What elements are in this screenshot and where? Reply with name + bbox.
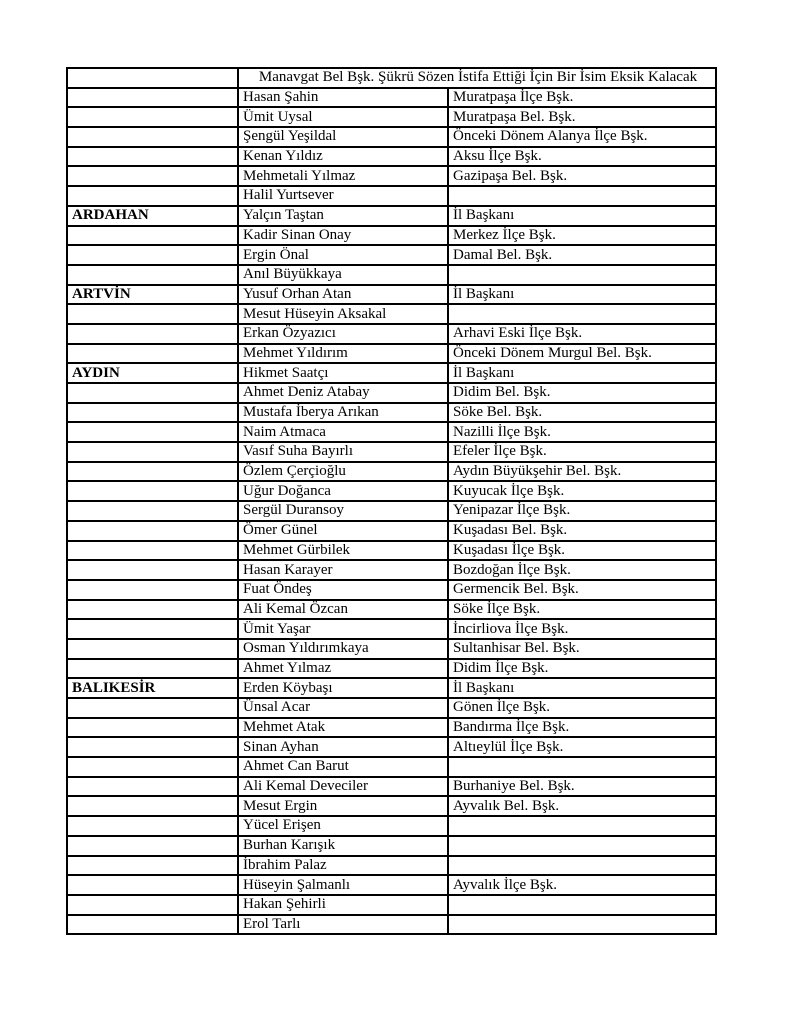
province-cell: [67, 600, 238, 620]
title-cell: Bozdoğan İlçe Bşk.: [448, 560, 716, 580]
table-row: [67, 915, 716, 935]
province-cell: [67, 344, 238, 364]
table-row: [67, 107, 716, 127]
name-cell: Ömer Günel: [238, 521, 448, 541]
province-cell: [67, 462, 238, 482]
name-cell: Ümit Yaşar: [238, 619, 448, 639]
title-cell: [448, 915, 716, 935]
name-cell: Yücel Erişen: [238, 816, 448, 836]
table-row: [67, 422, 716, 442]
title-cell: [448, 757, 716, 777]
title-cell: Kuşadası İlçe Bşk.: [448, 541, 716, 561]
table-row: [67, 147, 716, 167]
name-cell: Kadir Sinan Onay: [238, 226, 448, 246]
title-cell: Söke İlçe Bşk.: [448, 600, 716, 620]
title-cell: Söke Bel. Bşk.: [448, 403, 716, 423]
title-cell: Kuyucak İlçe Bşk.: [448, 481, 716, 501]
province-cell: [67, 166, 238, 186]
name-cell: Erden Köybaşı: [238, 678, 448, 698]
name-cell: İbrahim Palaz: [238, 856, 448, 876]
province-cell: [67, 68, 238, 88]
table-row: [67, 580, 716, 600]
table-row: [67, 875, 716, 895]
title-cell: Aydın Büyükşehir Bel. Bşk.: [448, 462, 716, 482]
province-cell: [67, 501, 238, 521]
title-cell: Önceki Dönem Murgul Bel. Bşk.: [448, 344, 716, 364]
province-cell: [67, 324, 238, 344]
name-cell: Mehmet Yıldırım: [238, 344, 448, 364]
table-row: [67, 403, 716, 423]
table-body: [67, 88, 716, 935]
table-row: [67, 816, 716, 836]
title-cell: [448, 816, 716, 836]
table-row: [67, 186, 716, 206]
title-cell: Ayvalık İlçe Bşk.: [448, 875, 716, 895]
name-cell: Ergin Önal: [238, 245, 448, 265]
table-row: [67, 895, 716, 915]
title-cell: Arhavi Eski İlçe Bşk.: [448, 324, 716, 344]
name-cell: Mustafa İberya Arıkan: [238, 403, 448, 423]
province-cell: [67, 403, 238, 423]
province-cell: [67, 186, 238, 206]
table-row: [67, 344, 716, 364]
title-cell: Önceki Dönem Alanya İlçe Bşk.: [448, 127, 716, 147]
roster-table: [66, 67, 717, 935]
title-cell: Altıeylül İlçe Bşk.: [448, 737, 716, 757]
province-cell: [67, 107, 238, 127]
province-cell: [67, 481, 238, 501]
province-cell: [67, 856, 238, 876]
name-cell: Ahmet Can Barut: [238, 757, 448, 777]
name-cell: Ahmet Deniz Atabay: [238, 383, 448, 403]
table-row: [67, 718, 716, 738]
table-row: [67, 737, 716, 757]
title-cell: [448, 304, 716, 324]
title-cell: Muratpaşa Bel. Bşk.: [448, 107, 716, 127]
table-row: [67, 481, 716, 501]
name-cell: Yalçın Taştan: [238, 206, 448, 226]
table-row: [67, 265, 716, 285]
name-cell: Erkan Özyazıcı: [238, 324, 448, 344]
title-cell: Aksu İlçe Bşk.: [448, 147, 716, 167]
table-row: [67, 304, 716, 324]
title-cell: [448, 186, 716, 206]
table-row: [67, 659, 716, 679]
title-cell: Efeler İlçe Bşk.: [448, 442, 716, 462]
province-cell: [67, 875, 238, 895]
title-cell: Gazipaşa Bel. Bşk.: [448, 166, 716, 186]
name-cell: Özlem Çerçioğlu: [238, 462, 448, 482]
table-row: [67, 796, 716, 816]
table-row: [67, 678, 716, 698]
table-row: [67, 600, 716, 620]
name-cell: Anıl Büyükkaya: [238, 265, 448, 285]
province-cell: [67, 915, 238, 935]
province-cell: [67, 757, 238, 777]
table-row: [67, 560, 716, 580]
table-row: [67, 285, 716, 305]
province-cell: [67, 88, 238, 108]
table-row: [67, 777, 716, 797]
name-cell: Hasan Şahin: [238, 88, 448, 108]
province-cell: [67, 541, 238, 561]
title-cell: Didim Bel. Bşk.: [448, 383, 716, 403]
table-row: [67, 206, 716, 226]
table-row: [67, 521, 716, 541]
title-cell: Muratpaşa İlçe Bşk.: [448, 88, 716, 108]
province-cell: [67, 639, 238, 659]
name-cell: Kenan Yıldız: [238, 147, 448, 167]
title-cell: [448, 856, 716, 876]
province-cell: [67, 127, 238, 147]
title-cell: İncirliova İlçe Bşk.: [448, 619, 716, 639]
province-cell: [67, 147, 238, 167]
title-cell: Sultanhisar Bel. Bşk.: [448, 639, 716, 659]
province-cell: [67, 265, 238, 285]
name-cell: Ali Kemal Deveciler: [238, 777, 448, 797]
name-cell: Hüseyin Şalmanlı: [238, 875, 448, 895]
province-cell: AYDIN: [67, 363, 238, 383]
name-cell: Ünsal Acar: [238, 698, 448, 718]
province-cell: [67, 777, 238, 797]
table-row: [67, 639, 716, 659]
name-cell: Sergül Duransoy: [238, 501, 448, 521]
title-cell: [448, 265, 716, 285]
name-cell: Hakan Şehirli: [238, 895, 448, 915]
title-cell: İl Başkanı: [448, 678, 716, 698]
province-cell: [67, 560, 238, 580]
name-cell: Fuat Öndeş: [238, 580, 448, 600]
name-cell: Hikmet Saatçı: [238, 363, 448, 383]
title-cell: İl Başkanı: [448, 363, 716, 383]
table-row: [67, 462, 716, 482]
title-cell: Germencik Bel. Bşk.: [448, 580, 716, 600]
province-cell: [67, 422, 238, 442]
province-cell: [67, 698, 238, 718]
table-note: Manavgat Bel Bşk. Şükrü Sözen İstifa Ettiği İçin Bir İsim Eksik Kalacak: [238, 68, 716, 88]
name-cell: Burhan Karışık: [238, 836, 448, 856]
name-cell: Vasıf Suha Bayırlı: [238, 442, 448, 462]
table-row: [67, 836, 716, 856]
table-row: [67, 245, 716, 265]
name-cell: Osman Yıldırımkaya: [238, 639, 448, 659]
name-cell: Sinan Ayhan: [238, 737, 448, 757]
table-row: [67, 757, 716, 777]
title-cell: Ayvalık Bel. Bşk.: [448, 796, 716, 816]
table-row: [67, 541, 716, 561]
title-cell: Merkez İlçe Bşk.: [448, 226, 716, 246]
province-cell: [67, 521, 238, 541]
table-row: [67, 442, 716, 462]
name-cell: Hasan Karayer: [238, 560, 448, 580]
table-row: [67, 127, 716, 147]
table-row: [67, 88, 716, 108]
title-cell: Gönen İlçe Bşk.: [448, 698, 716, 718]
province-cell: [67, 442, 238, 462]
name-cell: Mesut Hüseyin Aksakal: [238, 304, 448, 324]
title-cell: Kuşadası Bel. Bşk.: [448, 521, 716, 541]
table-row: [67, 383, 716, 403]
title-cell: Bandırma İlçe Bşk.: [448, 718, 716, 738]
table-row: [67, 324, 716, 344]
title-cell: Nazilli İlçe Bşk.: [448, 422, 716, 442]
title-cell: Yenipazar İlçe Bşk.: [448, 501, 716, 521]
province-cell: [67, 718, 238, 738]
title-cell: Damal Bel. Bşk.: [448, 245, 716, 265]
table-row: [67, 856, 716, 876]
table-row: [67, 619, 716, 639]
table-row: [67, 226, 716, 246]
province-cell: [67, 304, 238, 324]
name-cell: Ahmet Yılmaz: [238, 659, 448, 679]
province-cell: [67, 836, 238, 856]
province-cell: [67, 816, 238, 836]
name-cell: Mesut Ergin: [238, 796, 448, 816]
province-cell: [67, 659, 238, 679]
province-cell: [67, 383, 238, 403]
province-cell: [67, 895, 238, 915]
name-cell: Yusuf Orhan Atan: [238, 285, 448, 305]
province-cell: ARDAHAN: [67, 206, 238, 226]
title-cell: İl Başkanı: [448, 285, 716, 305]
name-cell: Uğur Doğanca: [238, 481, 448, 501]
name-cell: Halil Yurtsever: [238, 186, 448, 206]
name-cell: Şengül Yeşildal: [238, 127, 448, 147]
table-row: [67, 501, 716, 521]
province-cell: [67, 737, 238, 757]
province-cell: [67, 245, 238, 265]
title-cell: Burhaniye Bel. Bşk.: [448, 777, 716, 797]
province-cell: [67, 226, 238, 246]
title-cell: İl Başkanı: [448, 206, 716, 226]
province-cell: BALIKESİR: [67, 678, 238, 698]
name-cell: Mehmetali Yılmaz: [238, 166, 448, 186]
name-cell: Naim Atmaca: [238, 422, 448, 442]
province-cell: [67, 796, 238, 816]
note-row: [67, 68, 716, 88]
province-cell: [67, 580, 238, 600]
title-cell: Didim İlçe Bşk.: [448, 659, 716, 679]
province-cell: ARTVİN: [67, 285, 238, 305]
title-cell: [448, 895, 716, 915]
name-cell: Erol Tarlı: [238, 915, 448, 935]
name-cell: Ümit Uysal: [238, 107, 448, 127]
title-cell: [448, 836, 716, 856]
name-cell: Mehmet Gürbilek: [238, 541, 448, 561]
province-cell: [67, 619, 238, 639]
table-row: [67, 698, 716, 718]
name-cell: Mehmet Atak: [238, 718, 448, 738]
name-cell: Ali Kemal Özcan: [238, 600, 448, 620]
table-row: [67, 166, 716, 186]
table-row: [67, 363, 716, 383]
